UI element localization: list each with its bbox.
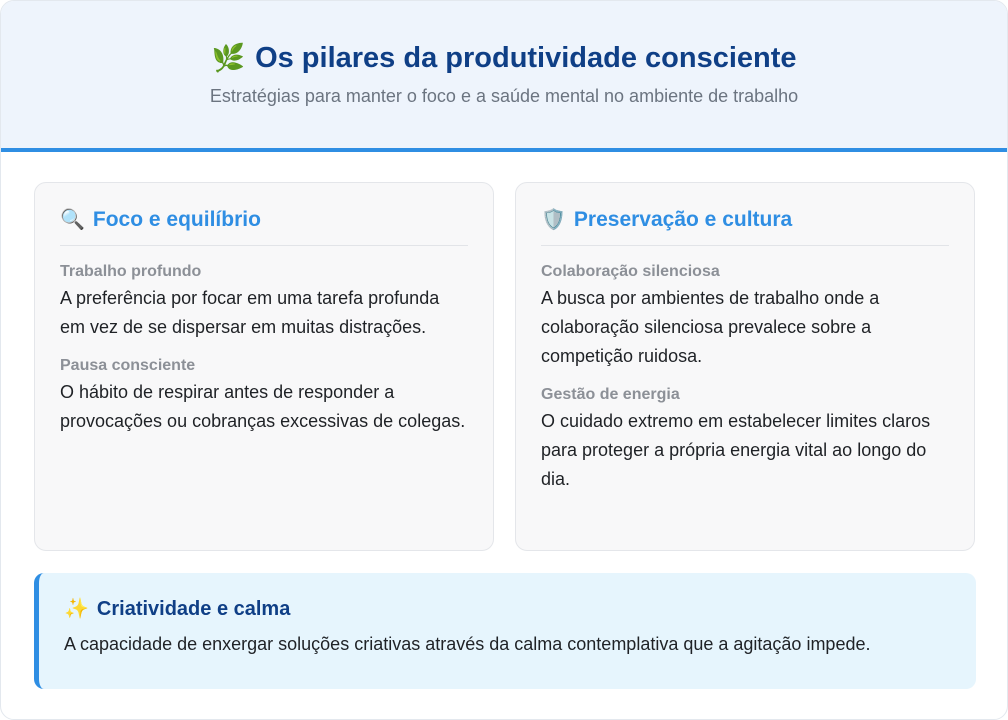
card-preservacao-cultura bbox=[515, 182, 975, 551]
page-title-text: Os pilares da produtividade consciente bbox=[255, 42, 797, 74]
card-title bbox=[541, 205, 949, 246]
page-subtitle: Estratégias para manter o foco e a saúde mental no ambiente de trabalho bbox=[209, 86, 799, 106]
callout-title bbox=[64, 595, 951, 623]
header bbox=[1, 1, 1007, 152]
item-text: A busca por ambientes de trabalho onde a colaboração silenciosa prevalece sobre a competição ruidosa. bbox=[541, 288, 880, 366]
card-title-text: Preservação e cultura bbox=[573, 208, 793, 231]
list-item bbox=[60, 262, 468, 342]
item-text: O cuidado extremo em estabelecer limites claros para proteger a própria energia vital ao longo do dia. bbox=[541, 411, 931, 489]
page-title bbox=[1, 1, 1007, 78]
callout-title-text: Criatividade e calma bbox=[96, 598, 291, 620]
list-item bbox=[541, 262, 949, 371]
item-label: Gestão de energia bbox=[541, 386, 680, 403]
card-title-text: Foco e equilíbrio bbox=[92, 208, 261, 231]
callout-criatividade-calma bbox=[34, 573, 976, 689]
card-title bbox=[60, 205, 468, 246]
leaf-icon: 🌿 bbox=[211, 43, 246, 73]
card-foco-equilibrio bbox=[34, 182, 494, 551]
item-label: Colaboração silenciosa bbox=[541, 263, 720, 280]
callout-text: A capacidade de enxergar soluções criativas através da calma contemplativa que a agitação impede. bbox=[64, 634, 871, 654]
list-item bbox=[541, 385, 949, 494]
item-text: O hábito de respirar antes de responder a provocações ou cobranças excessivas de colegas. bbox=[60, 382, 466, 431]
sparkles-icon: ✨ bbox=[64, 598, 89, 620]
item-text: A preferência por focar em uma tarefa profunda em vez de se dispersar em muitas distrações. bbox=[60, 288, 440, 337]
magnifier-icon: 🔍 bbox=[60, 209, 85, 231]
list-item bbox=[60, 356, 468, 436]
item-label: Pausa consciente bbox=[60, 357, 196, 374]
shield-icon: 🛡️ bbox=[541, 209, 566, 231]
item-label: Trabalho profundo bbox=[60, 263, 202, 280]
